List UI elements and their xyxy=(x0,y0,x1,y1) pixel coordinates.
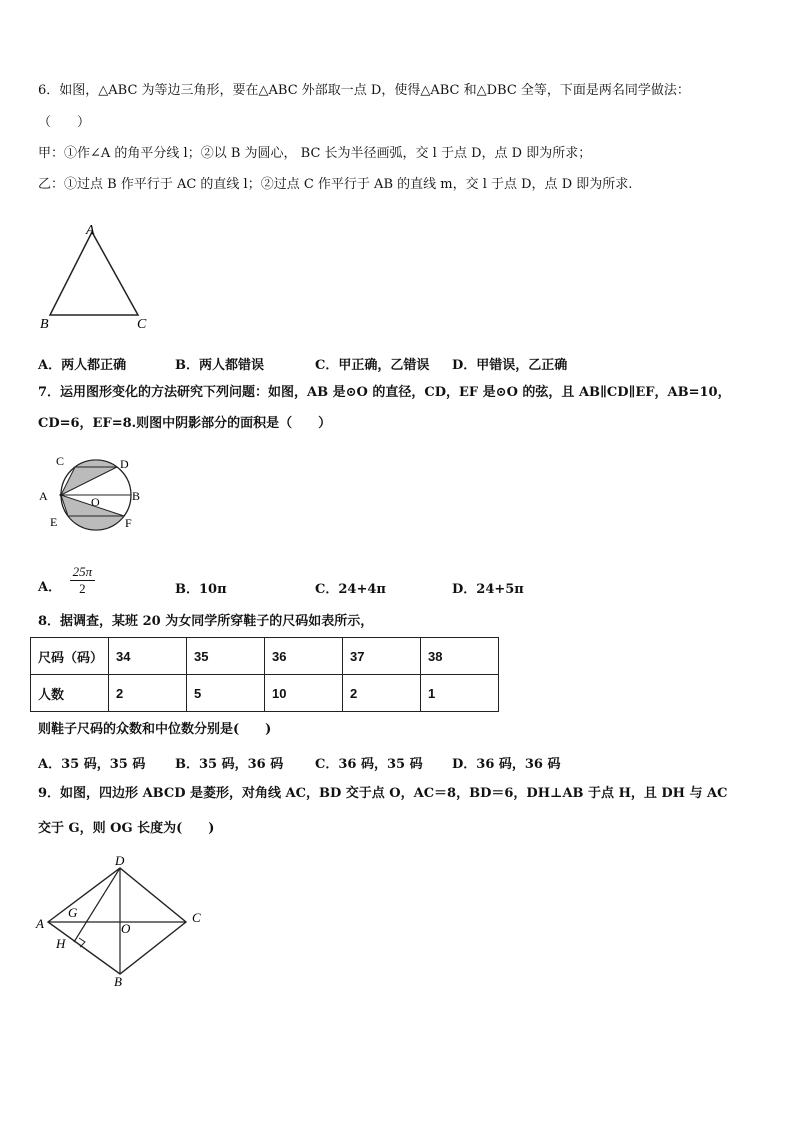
q7-option-a-denominator: 2 xyxy=(79,581,86,596)
q6-stem-line1: 6．如图，△ABC 为等边三角形，要在△ABC 外部取一点 D，使得△ABC 和△DBC 全等，下面是两名同学做法： xyxy=(38,83,690,98)
q7-stem-line1: 7．运用图形变化的方法研究下列问题：如图，AB 是⊙O 的直径，CD，EF 是⊙O 的弦，且 AB∥CD∥EF，AB=10， xyxy=(38,385,731,400)
q9-rhombus-figure xyxy=(34,852,214,992)
q9-stem-line1: 9．如图，四边形 ABCD 是菱形，对角线 AC，BD 交于点 O，AC＝8，BD＝6，DH⊥AB 于点 H，且 DH 与 AC xyxy=(38,786,728,801)
q6-option-d[interactable]: D．甲错误，乙正确 xyxy=(452,358,568,373)
table-cell: 38 xyxy=(421,638,499,675)
q9-stem-line2: 交于 G，则 OG 长度为( ) xyxy=(38,821,215,836)
q7-label-a: A xyxy=(39,489,48,503)
q9-label-d: D xyxy=(115,853,125,868)
q7-label-d: D xyxy=(120,457,129,471)
q7-label-c: C xyxy=(56,454,65,468)
q6-label-b: B xyxy=(40,317,49,332)
q7-circle-figure xyxy=(36,452,146,534)
q6-option-b[interactable]: B．两人都错误 xyxy=(175,358,264,373)
q8-stem-line1: 8．据调查，某班 20 为女同学所穿鞋子的尺码如表所示， xyxy=(38,614,374,629)
table-row xyxy=(31,638,499,675)
table-cell: 尺码（码） xyxy=(31,638,109,675)
q9-label-h: H xyxy=(56,936,66,951)
q7-label-o: O xyxy=(91,495,100,509)
q6-option-c[interactable]: C．甲正确，乙错误 xyxy=(315,358,430,373)
q6-jia-method: 甲：①作∠A 的角平分线 l；②以 B 为圆心， BC 长为半径画弧，交 l 于点 D，点 D 即为所求； xyxy=(38,146,592,161)
table-cell: 5 xyxy=(187,675,265,712)
table-row xyxy=(31,675,499,712)
table-cell: 2 xyxy=(343,675,421,712)
table-cell: 36 xyxy=(265,638,343,675)
table-cell: 35 xyxy=(187,638,265,675)
q9-label-o: O xyxy=(121,921,131,936)
q6-yi-method: 乙：①过点 B 作平行于 AC 的直线 l；②过点 C 作平行于 AB 的直线 m，交 l 于点 D，点 D 即为所求. xyxy=(38,177,633,192)
q7-option-b[interactable]: B．10π xyxy=(175,582,227,597)
q8-size-table xyxy=(30,637,499,712)
q9-label-a: A xyxy=(36,916,44,931)
q8-stem-line2: 则鞋子尺码的众数和中位数分别是( ) xyxy=(38,722,272,737)
q7-option-d[interactable]: D．24+5π xyxy=(452,582,524,597)
q8-option-b[interactable]: B．35 码，36 码 xyxy=(175,757,284,772)
table-cell: 人数 xyxy=(31,675,109,712)
table-cell: 2 xyxy=(109,675,187,712)
q7-option-c[interactable]: C．24+4π xyxy=(315,582,386,597)
q7-option-a-fraction xyxy=(70,564,96,597)
q6-option-a[interactable]: A．两人都正确 xyxy=(38,358,127,373)
q9-label-c: C xyxy=(192,910,201,925)
table-cell: 34 xyxy=(109,638,187,675)
q7-label-f: F xyxy=(125,516,132,530)
q6-stem-line2: （ ） xyxy=(38,115,91,130)
q7-stem-line2: CD=6，EF=8.则图中阴影部分的面积是（ ） xyxy=(38,416,332,431)
q8-option-c[interactable]: C．36 码，35 码 xyxy=(315,757,423,772)
q9-label-b: B xyxy=(114,974,122,989)
table-cell: 1 xyxy=(421,675,499,712)
q6-triangle-figure xyxy=(36,222,156,332)
q9-label-g: G xyxy=(68,905,78,920)
table-cell: 37 xyxy=(343,638,421,675)
q7-label-b: B xyxy=(132,489,141,503)
q7-option-a-numerator: 25π xyxy=(70,564,96,581)
q6-label-a: A xyxy=(86,223,95,238)
q8-option-d[interactable]: D．36 码，36 码 xyxy=(452,757,561,772)
q7-option-a-label: A． xyxy=(38,580,62,595)
q7-label-e: E xyxy=(50,515,58,529)
q6-label-c: C xyxy=(137,317,147,332)
table-cell: 10 xyxy=(265,675,343,712)
q8-option-a[interactable]: A．35 码，35 码 xyxy=(38,757,146,772)
